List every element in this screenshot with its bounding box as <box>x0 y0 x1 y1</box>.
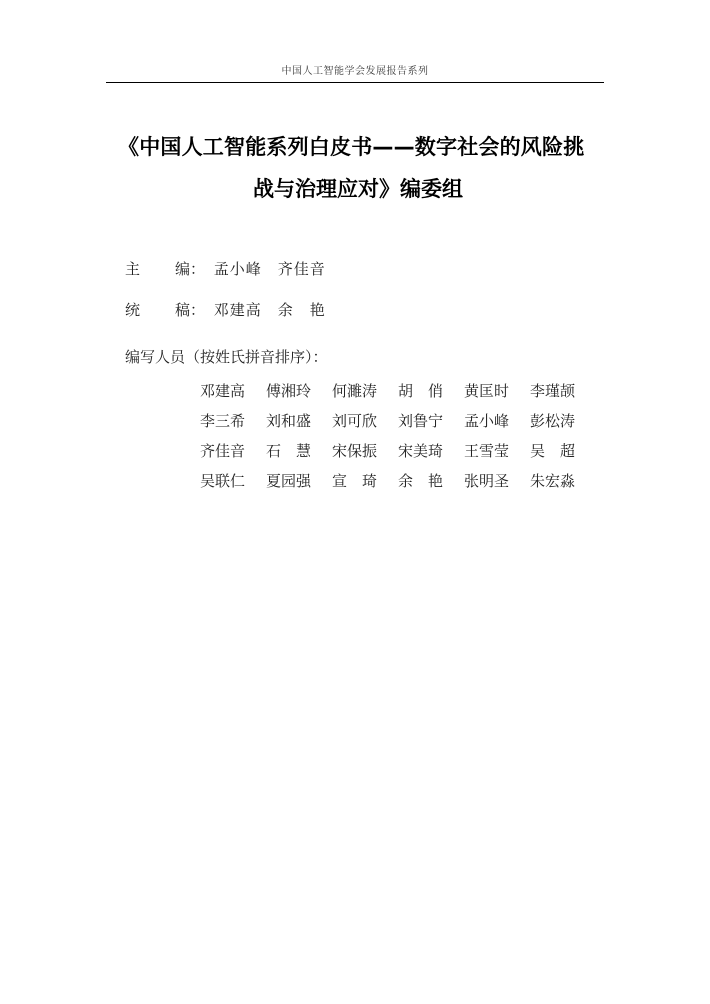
writer-name: 王雪莹 <box>464 441 510 460</box>
writer-name: 孟小峰 <box>464 411 510 430</box>
writer-name: 吴 超 <box>530 441 576 460</box>
writers-name-grid <box>200 375 600 495</box>
document-title <box>118 126 598 210</box>
writer-name: 傅湘玲 <box>266 381 312 400</box>
final-reviser-label <box>125 300 209 320</box>
title-line-2: 战与治理应对》编委组 <box>253 177 463 201</box>
writer-name: 夏园强 <box>266 471 312 490</box>
writer-name: 刘可欣 <box>332 411 378 430</box>
final-reviser-names: 邓建高 余 艳 <box>213 301 326 319</box>
final-reviser-label-char1: 统 <box>125 301 141 319</box>
writer-name: 李瑾颉 <box>530 381 576 400</box>
writer-name: 石 慧 <box>266 441 312 460</box>
writer-name: 彭松涛 <box>530 411 576 430</box>
writer-name: 宋保振 <box>332 441 378 460</box>
chief-editor-label-char1: 主 <box>125 260 141 278</box>
writer-name: 何濉涛 <box>332 381 378 400</box>
chief-editor-names: 孟小峰 齐佳音 <box>213 260 326 278</box>
writers-label: 编写人员（按姓氏拼音排序）： <box>125 348 328 366</box>
writers-row <box>200 465 600 495</box>
writer-name: 齐佳音 <box>200 441 246 460</box>
header-rule <box>106 82 604 83</box>
writers-row <box>200 375 600 405</box>
writers-row <box>200 435 600 465</box>
final-reviser-label-char2: 稿： <box>175 301 206 319</box>
writer-name: 吴联仁 <box>200 471 246 490</box>
writer-name: 邓建高 <box>200 381 246 400</box>
writer-name: 张明圣 <box>464 471 510 490</box>
writer-name: 胡 俏 <box>398 381 444 400</box>
writer-name: 宋美琦 <box>398 441 444 460</box>
running-header: 中国人工智能学会发展报告系列 <box>281 66 429 77</box>
writer-name: 刘鲁宁 <box>398 411 444 430</box>
writer-name: 余 艳 <box>398 471 444 490</box>
chief-editor-label-char2: 编： <box>175 260 206 278</box>
writer-name: 朱宏淼 <box>530 471 576 490</box>
chief-editor-label <box>125 259 209 279</box>
writer-name: 宣 琦 <box>332 471 378 490</box>
writers-row <box>200 405 600 435</box>
title-line-1: 《中国人工智能系列白皮书——数字社会的风险挑 <box>118 135 585 159</box>
final-reviser-row <box>125 300 326 320</box>
writer-name: 黄匡时 <box>464 381 510 400</box>
chief-editor-row <box>125 259 326 279</box>
writer-name: 李三希 <box>200 411 246 430</box>
writer-name: 刘和盛 <box>266 411 312 430</box>
